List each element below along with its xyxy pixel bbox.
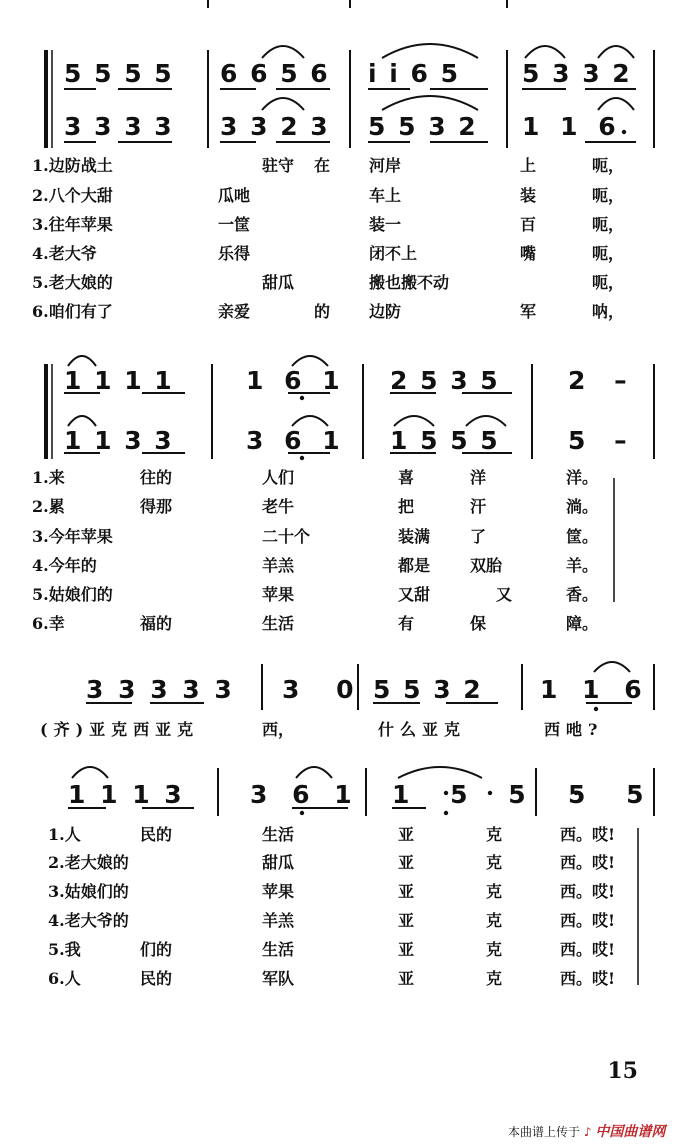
note-logo-icon: ♪	[583, 1125, 592, 1139]
notes-s2-upper-m4: 2 –	[568, 366, 637, 395]
notes-s1-lower-m3: 5 5 3 2	[368, 112, 478, 141]
notes-s2-lower-m1: 1 1 3 3	[64, 426, 174, 455]
notes-s4-m3: 1 5 5	[392, 780, 542, 809]
notes-s1-lower-m1: 3 3 3 3	[64, 112, 174, 141]
notes-s1-upper-m1: 5 5 5 5	[64, 59, 174, 88]
notes-s4-m1: 1 1 1 3	[68, 780, 185, 809]
notes-s3-m3: 5 5 3 2	[373, 675, 483, 704]
notes-s2-lower-m4: 5 –	[568, 426, 637, 455]
footer-text: 本曲谱上传于	[508, 1125, 581, 1139]
notes-s2-upper-m3: 2 5 3 5	[390, 366, 500, 395]
notes-s1-upper-m3: i i 6 5	[368, 59, 461, 88]
notes-s4-m2: 3 6 1	[250, 780, 360, 809]
footer-site-link[interactable]: 中国曲谱网	[595, 1124, 666, 1140]
notes-s4-m4: 5 5	[568, 780, 660, 809]
notes-s1-upper-m4: 5 3 3 2	[522, 59, 632, 88]
notes-s3-m1: 3 3 3 3 3	[86, 675, 235, 704]
notes-s1-lower-m4: 1 1 6	[522, 112, 622, 141]
notes-s3-m2: 3 0	[282, 675, 368, 704]
footer-watermark[interactable]	[508, 1121, 665, 1141]
notes-s2-upper-m1: 1 1 1 1	[64, 366, 174, 395]
notes-s1-lower-m2: 3 3 2 3	[220, 112, 330, 141]
page-number: 15	[607, 1058, 638, 1084]
notes-s2-lower-m2: 3 6 1	[246, 426, 346, 455]
notes-s2-lower-m3: 1 5 5 5	[390, 426, 500, 455]
notes-s2-upper-m2: 1 6 1	[246, 366, 346, 395]
notes-s3-m4: 1 1 6	[540, 675, 650, 704]
notes-s1-upper-m2: 6 6 5 6	[220, 59, 330, 88]
